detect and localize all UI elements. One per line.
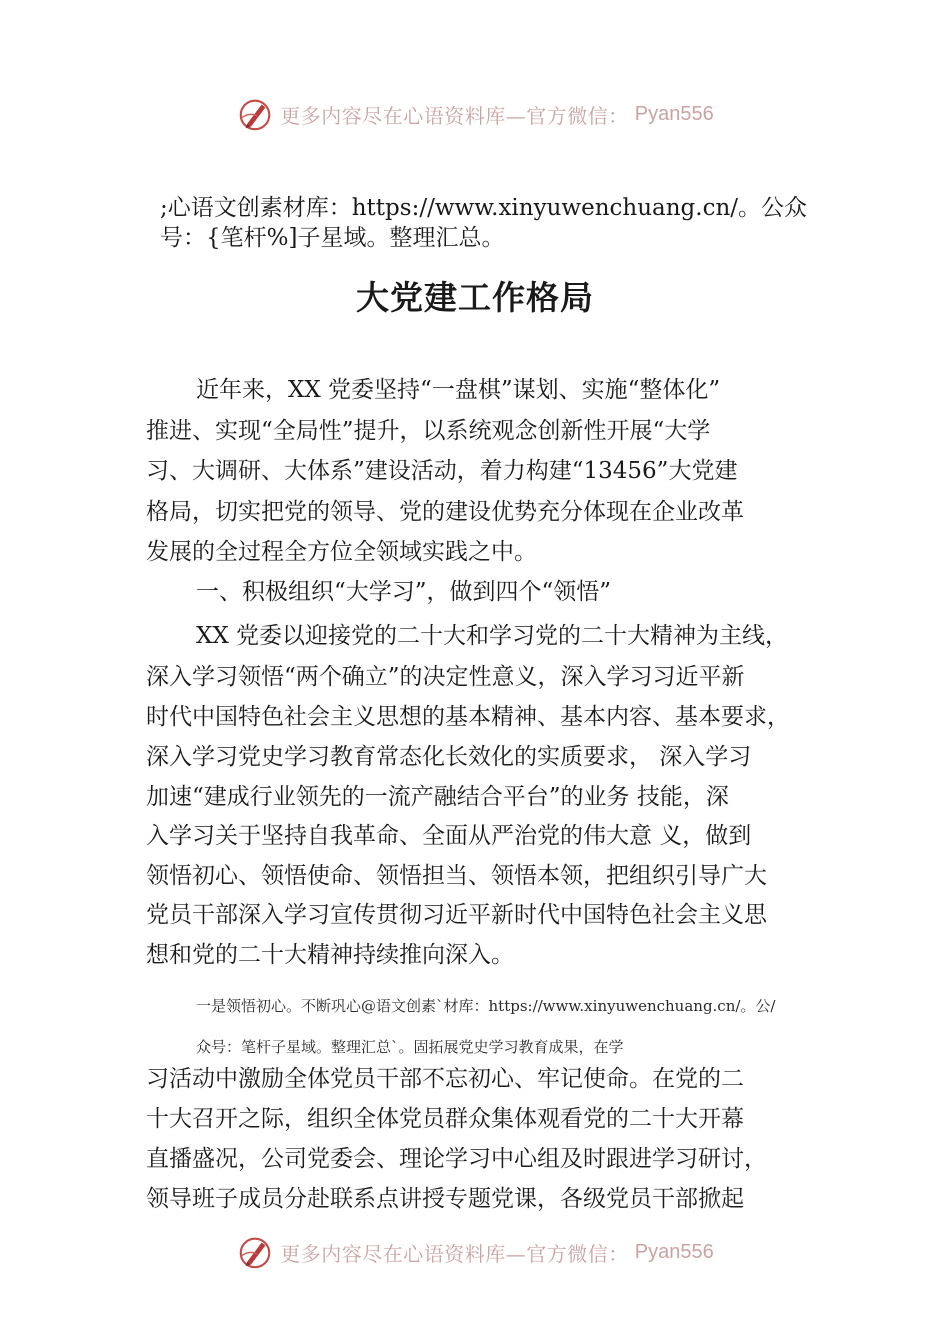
body-line: 加速“建成行业领先的一流产融结合平台”的业务 技能，深: [146, 784, 729, 810]
body-line: 习、大调研、大体系”建设活动，着力构建“13456”大党建: [146, 458, 738, 484]
body-line: 直播盛况，公司党委会、理论学习中心组及时跟进学习研讨，: [146, 1146, 767, 1172]
watermark-wechat-id: Pyan556: [634, 1240, 714, 1263]
body-line: 领导班子成员分赴联系点讲授专题党课，各级党员干部掀起: [146, 1186, 744, 1212]
body-line: 深入学习党史学习教育常态化长效化的实质要求， 深入学习: [146, 744, 752, 770]
body-line: XX 党委以迎接党的二十大和学习党的二十大精神为主线，: [196, 623, 789, 649]
body-line: 十大召开之际，组织全体党员群众集体观看党的二十大开幕: [146, 1106, 744, 1132]
watermark-footer: [0, 1230, 950, 1274]
watermark-text: 更多内容尽在心语资料库—官方微信：: [280, 103, 629, 128]
body-line: 入学习关于坚持自我革命、全面从严治党的伟大意 义，做到: [146, 823, 752, 849]
pen-logo-icon: [236, 1233, 274, 1271]
header-note-line-2: 号：{笔杆%]子星域。整理汇总。: [160, 225, 505, 251]
body-line: 习活动中激励全体党员干部不忘初心、牢记使命。在党的二: [146, 1066, 744, 1092]
watermark-text: 更多内容尽在心语资料库—官方微信：: [280, 1241, 629, 1266]
document-title: 大党建工作格局: [356, 278, 594, 317]
body-line: 领悟初心、领悟使命、领悟担当、领悟本领，把组织引导广大: [146, 863, 767, 889]
watermark-header: [0, 92, 950, 136]
body-line: 格局，切实把党的领导、党的建设优势充分体现在企业改革: [146, 499, 744, 525]
section-heading: 一、积极组织“大学习”，做到四个“领悟”: [196, 579, 612, 605]
body-line: 时代中国特色社会主义思想的基本精神、基本内容、基本要求，: [146, 704, 790, 730]
watermark-wechat-id: Pyan556: [634, 102, 714, 125]
body-line: 深入学习领悟“两个确立”的决定性意义，深入学习习近平新: [146, 664, 745, 690]
body-line: 党员干部深入学习宣传贯彻习近平新时代中国特色社会主义思: [146, 902, 767, 928]
inserted-note-line-1: 一是领悟初心。不断巩心@语文创素`材库：https://www.xinyuwenchuang.cn/。公/: [196, 997, 776, 1015]
body-line: 想和党的二十大精神持续推向深入。: [146, 942, 514, 968]
body-line: 发展的全过程全方位全领域实践之中。: [146, 539, 537, 565]
body-line: 推进、实现“全局性”提升，以系统观念创新性开展“大学: [146, 418, 711, 444]
header-note-line-1: ;心语文创素材库：https://www.xinyuwenchuang.cn/。公众: [160, 195, 808, 221]
pen-logo-icon: [236, 95, 274, 133]
inserted-note-line-2: 众号：笔杆子星域。整理汇总`。固拓展党史学习教育成果，在学: [196, 1038, 624, 1056]
body-line: 近年来，XX 党委坚持“一盘棋”谋划、实施“整体化”: [196, 377, 721, 403]
